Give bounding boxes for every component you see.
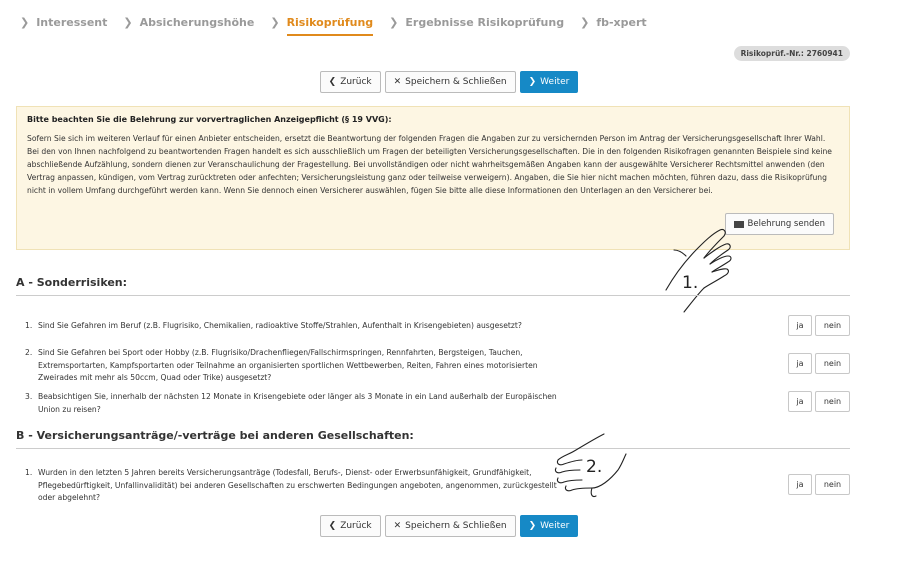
step-label: Risikoprüfung — [287, 16, 374, 36]
yes-button[interactable]: ja — [788, 474, 812, 495]
step-interessent[interactable] — [18, 8, 109, 36]
answer-a3 — [788, 391, 850, 412]
step-label: Interessent — [36, 15, 108, 29]
annotation-label-2: 2. — [586, 457, 603, 477]
step-label: fb-xpert — [596, 15, 647, 29]
no-button[interactable]: nein — [815, 474, 850, 495]
chevron-right-icon: ❯ — [528, 77, 537, 87]
yes-button[interactable]: ja — [788, 353, 812, 374]
no-button[interactable]: nein — [815, 391, 850, 412]
question-a3: 3. Beabsichtigen Sie, innerhalb der nächsten 12 Monate in Krisengebiete oder länger als 3 Monate in ein Land außerhalb der Europäischen Union zu reisen? — [25, 392, 557, 414]
notice-title: Bitte beachten Sie die Belehrung zur vorvertraglichen Anzeigepflicht (§ 19 VVG): — [27, 115, 392, 124]
annotation-label-1: 1. — [682, 273, 699, 293]
no-button[interactable]: nein — [815, 353, 850, 374]
pointing-hand-annotation-1 — [660, 226, 740, 316]
notice-text: Sofern Sie sich im weiteren Verlauf für einen Anbieter entscheiden, ersetzt die Beantwortung der folgenden Fragen die Angaben zur zu versichernden Person im Antrag der Versicherungsgesellschaft Ihrer Wahl. Bei den von Ihnen nachfolgend zu beantwortenden Fragen handelt es sich ausschließlich um Fragen der beteiligten Versicherungsgesellschaften. Die in den folgenden Risikofragen genannten Beispiele sind keine abschließende Aufzählung, sondern dienen zur Veranschaulichung der Fragestellung. Bei unvollständigen oder nicht wahrheitsgemäßen Angaben kann der ausgewählte Versicherer Rechtsmittel anwenden (den Vertrag anpassen, kündigen, vom Vertrag zurücktreten oder anfechten; Versicherungsleistung ganz oder teilweise verweigern). Angaben, die Sie hier nicht machen möchten, führen dazu, dass die Risikoprüfung nicht in vollem Umfang durchgeführt werden kann. Wenn Sie dennoch einen Versicherer auswählen, fügen Sie bitte alle diese Informationen den Unterlagen an den Versicherer bei. — [27, 134, 832, 195]
bottom-nav-buttons — [0, 515, 898, 537]
question-a2: 2. Sind Sie Gefahren bei Sport oder Hobby (z.B. Flugrisiko/Drachenfliegen/Fallschirmspringen, Rennfahrten, Bergsteigen, Tauchen, Extremsportarten, Kampfsportarten oder Teilnahme an organisierten sportlichen Wettbewerben, Reiten, Fahren eines motorisierten Zweirades mit mehr als 50ccm, Quad oder Trike) ausgesetzt? — [25, 348, 538, 382]
answer-b1 — [788, 474, 850, 495]
chevron-right-icon: ❯ — [528, 521, 537, 531]
next-button[interactable]: ❯ Weiter — [520, 71, 579, 93]
yes-button[interactable]: ja — [788, 391, 812, 412]
back-button[interactable]: ❮ Zurück — [320, 71, 381, 93]
step-absicherungshoehe[interactable] — [121, 8, 256, 36]
chevron-right-icon: ❯ — [123, 15, 133, 29]
chevron-right-icon: ❯ — [270, 15, 280, 29]
chevron-right-icon: ❯ — [20, 15, 30, 29]
save-close-button[interactable]: ✕ Speichern & Schließen — [385, 515, 516, 537]
save-close-button[interactable]: ✕ Speichern & Schließen — [385, 71, 516, 93]
top-nav-buttons — [0, 71, 898, 93]
chevron-left-icon: ❮ — [328, 521, 337, 531]
pointing-hand-annotation-2 — [552, 432, 632, 512]
send-notice-button[interactable]: Belehrung senden — [725, 213, 834, 235]
chevron-left-icon: ❮ — [328, 77, 337, 87]
step-label: Ergebnisse Risikoprüfung — [405, 15, 565, 29]
close-icon: ✕ — [393, 521, 402, 531]
section-a-title: A - Sonderrisiken: — [16, 276, 850, 296]
question-b1: 1. Wurden in den letzten 5 Jahren bereits Versicherungsanträge (Todesfall, Berufs-, Dienst- oder Erwerbsunfähigkeit, Grundfähigkeit, Pflegebedürftigkeit, Unfallinvalidität) bei anderen Gesellschaften zu erschwerten Bedingungen angeboten, angenommen, zurückgestellt oder abgelehnt? — [25, 468, 557, 502]
yes-button[interactable]: ja — [788, 315, 812, 336]
chevron-right-icon: ❯ — [580, 15, 590, 29]
back-button[interactable]: ❮ Zurück — [320, 515, 381, 537]
no-button[interactable]: nein — [815, 315, 850, 336]
chevron-right-icon: ❯ — [389, 15, 399, 29]
answer-a1 — [788, 315, 850, 336]
close-icon: ✕ — [393, 77, 402, 87]
progress-stepper — [18, 8, 661, 36]
step-fb-xpert[interactable] — [578, 8, 649, 36]
step-ergebnisse[interactable] — [387, 8, 566, 36]
step-risikopruefung[interactable] — [268, 8, 375, 36]
section-b-title: B - Versicherungsanträge/-verträge bei anderen Gesellschaften: — [16, 429, 850, 449]
step-label: Absicherungshöhe — [139, 15, 255, 29]
next-button[interactable]: ❯ Weiter — [520, 515, 579, 537]
answer-a2 — [788, 353, 850, 374]
risk-check-number-badge: Risikoprüf.-Nr.: 2760941 — [734, 46, 850, 61]
question-a1: 1. Sind Sie Gefahren im Beruf (z.B. Flugrisiko, Chemikalien, radioaktive Stoffe/Strahlen, Aufenthalt in Krisengebieten) ausgesetzt? — [25, 321, 522, 330]
